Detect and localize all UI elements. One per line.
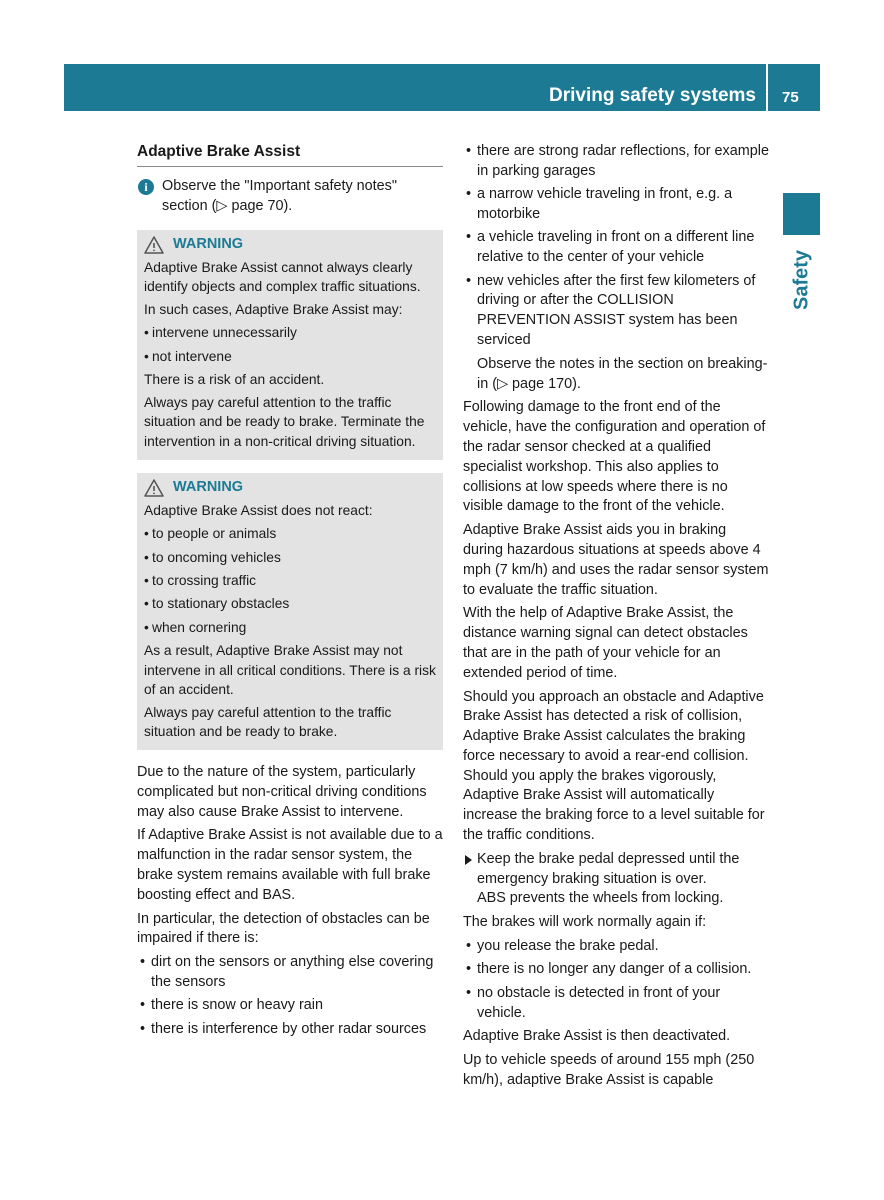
warning-text: Always pay careful attention to the traffic situation and be ready to brake. Terminate the intervention in a non-critical driving situation. bbox=[144, 394, 425, 449]
list-item: • no obstacle is detected in front of your vehicle. bbox=[463, 984, 770, 1024]
body-paragraph: Following damage to the front end of the vehicle, have the configuration and operation of the radar sensor checked at a qualified specialist workshop. This also applies to collisions at low speeds where there is no visible damage to the front of the vehicle. bbox=[463, 399, 766, 515]
list-item: • dirt on the sensors or anything else covering the sensors bbox=[137, 953, 443, 993]
list-item: • a vehicle traveling in front on a different line relative to the center of your vehicle bbox=[463, 228, 770, 268]
warning-triangle-icon bbox=[144, 236, 164, 254]
page-header bbox=[64, 64, 820, 111]
instruction-step bbox=[463, 850, 770, 909]
body-paragraph: In particular, the detection of obstacles can be impaired if there is: bbox=[137, 910, 430, 947]
section-title: Adaptive Brake Assist bbox=[137, 142, 443, 167]
left-column bbox=[137, 142, 443, 1044]
warning-list bbox=[144, 524, 436, 637]
step-result: ABS prevents the wheels from locking. bbox=[477, 890, 724, 907]
warning-list bbox=[144, 323, 436, 366]
body-paragraph: Up to vehicle speeds of around 155 mph (250 km/h), adaptive Brake Assist is capable bbox=[463, 1052, 755, 1089]
page-number: 75 bbox=[782, 89, 799, 106]
body-paragraph: Adaptive Brake Assist aids you in braking during hazardous situations at speeds above 4 mph (7 km/h) and uses the radar sensor system to evaluate the traffic situation. bbox=[463, 522, 769, 598]
body-paragraph: If Adaptive Brake Assist is not available due to a malfunction in the radar sensor system, the brake system remains available with full brake boosting effect and BAS. bbox=[137, 827, 443, 903]
body-paragraph: Due to the nature of the system, particularly complicated but non-critical driving conditions may also cause Brake Assist to intervene. bbox=[137, 764, 427, 820]
bullet-list bbox=[463, 937, 770, 1023]
indented-note: Observe the notes in the section on breaking-in (▷ page 170). bbox=[477, 355, 768, 392]
warning-heading bbox=[144, 477, 436, 499]
warning-heading-text: WARNING bbox=[173, 235, 244, 252]
warning-text: Adaptive Brake Assist does not react: bbox=[144, 502, 373, 518]
warning-box-2 bbox=[137, 473, 443, 751]
warning-text: There is a risk of an accident. bbox=[144, 372, 325, 388]
header-divider bbox=[766, 64, 768, 111]
step-text: Keep the brake pedal depressed until the emergency braking situation is over. bbox=[477, 850, 740, 887]
warning-triangle-icon bbox=[144, 479, 164, 497]
right-column bbox=[463, 142, 770, 1095]
list-item: • when cornering bbox=[144, 618, 436, 638]
warning-text: Always pay careful attention to the traffic situation and be ready to brake. bbox=[144, 704, 392, 740]
list-item: • to oncoming vehicles bbox=[144, 548, 436, 568]
bullet-list bbox=[137, 953, 443, 1039]
side-tab bbox=[782, 245, 822, 315]
list-item: • to people or animals bbox=[144, 524, 436, 544]
warning-text: Adaptive Brake Assist cannot always clearly identify objects and complex traffic situations. bbox=[144, 259, 421, 295]
body-paragraph: Adaptive Brake Assist is then deactivated. bbox=[463, 1028, 731, 1045]
body-paragraph: The brakes will work normally again if: bbox=[463, 914, 707, 931]
list-item: • not intervene bbox=[144, 347, 436, 367]
warning-heading-text: WARNING bbox=[173, 478, 244, 495]
warning-text: In such cases, Adaptive Brake Assist may: bbox=[144, 301, 403, 317]
list-item: • there are strong radar reflections, for example in parking garages bbox=[463, 142, 770, 182]
list-item: • intervene unnecessarily bbox=[144, 323, 436, 343]
body-paragraph: Should you approach an obstacle and Adaptive Brake Assist has detected a risk of collision, Adaptive Brake Assist calculates the braking force necessary to avoid a rear-end collision. Should you apply the brakes vigorously, Adaptive Brake Assist will automatically increase the braking force to a level suitable for the traffic conditions. bbox=[463, 688, 765, 844]
list-item: • there is snow or heavy rain bbox=[137, 996, 443, 1016]
info-note bbox=[137, 177, 443, 217]
list-item: • there is interference by other radar sources bbox=[137, 1020, 443, 1040]
side-tab-marker bbox=[783, 193, 820, 235]
list-item: • there is no longer any danger of a collision. bbox=[463, 960, 770, 980]
warning-heading bbox=[144, 234, 436, 256]
list-item: • you release the brake pedal. bbox=[463, 937, 770, 957]
list-item: • new vehicles after the first few kilometers of driving or after the COLLISION PREVENTION ASSIST system has been serviced bbox=[463, 272, 770, 351]
body-paragraph: With the help of Adaptive Brake Assist, the distance warning signal can detect obstacles that are in the path of your vehicle for an extended period of time. bbox=[463, 605, 748, 681]
list-item: • to stationary obstacles bbox=[144, 594, 436, 614]
warning-text: As a result, Adaptive Brake Assist may not intervene in all critical conditions. There is a risk of an accident. bbox=[144, 643, 436, 698]
warning-box-1 bbox=[137, 230, 443, 460]
header-title: Driving safety systems bbox=[549, 85, 756, 106]
bullet-list bbox=[463, 142, 770, 351]
info-note-text: Observe the "Important safety notes" section (▷ page 70). bbox=[162, 178, 397, 214]
list-item: • to crossing traffic bbox=[144, 571, 436, 591]
step-arrow-icon bbox=[465, 855, 472, 865]
side-tab-label: Safety bbox=[790, 249, 813, 311]
info-icon: i bbox=[138, 179, 154, 195]
list-item: • a narrow vehicle traveling in front, e.g. a motorbike bbox=[463, 185, 770, 225]
